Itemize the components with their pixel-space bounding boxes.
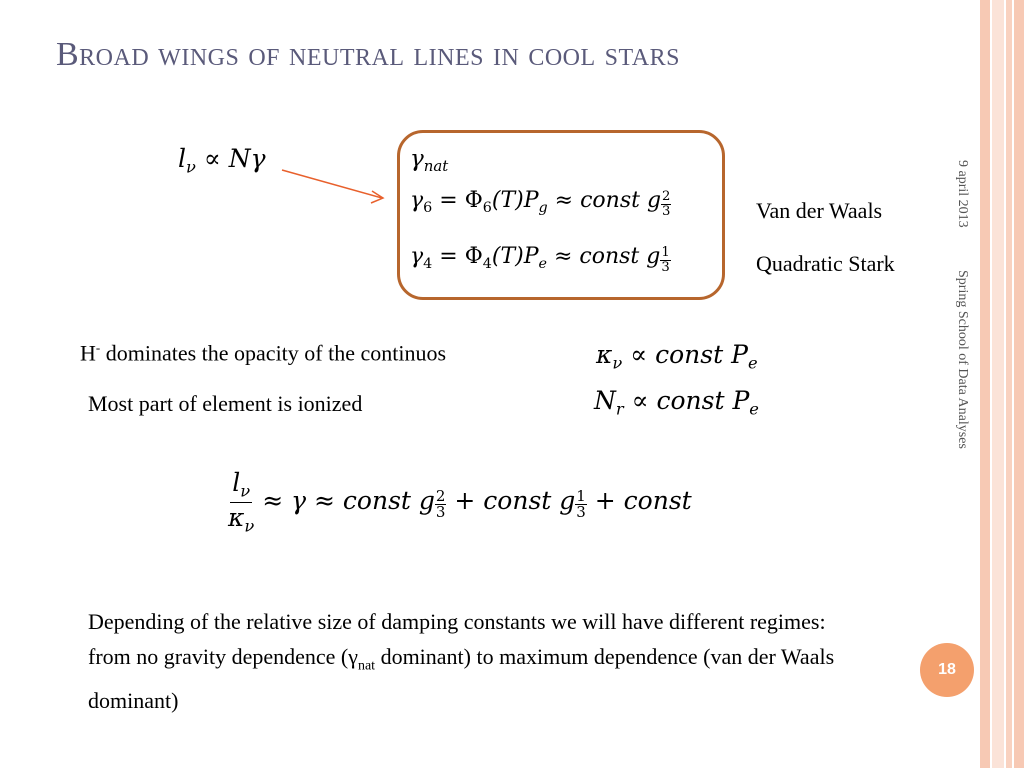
math-symbol: N [594,386,616,415]
math-subscript: e [538,256,547,272]
math-subscript: nat [423,157,449,176]
text-part: dominant) to maximum dependence (van der Waals dominant) [88,644,835,714]
subscript: nat [357,658,376,674]
math-symbol: γ [410,146,424,172]
math-symbol: Φ [464,244,483,269]
math-expression: const P [655,340,748,369]
side-event: Spring School of Data Analyses [955,270,970,449]
equation-gamma-6: $\gamma_6 = \Phi_6(T)P_g$ ≈ const g $\frac{2}{3}$ [410,188,671,219]
math-symbol: l [232,468,241,497]
fraction-numerator: 2 [435,486,446,505]
math-subscript: 6 [482,200,492,216]
math-subscript: ν [244,516,255,536]
math-expression: + const [594,485,692,515]
fraction-denominator [228,503,254,535]
fraction-numerator [230,470,252,503]
fraction-numerator: 1 [576,486,586,505]
equation-final [228,470,692,535]
stripe [1006,0,1012,768]
fraction-lnu-kappa [228,470,254,535]
math-subscript: e [749,399,759,419]
stripe [1014,0,1024,768]
stripe [992,0,1004,768]
math-subscript: ν [240,481,251,501]
math-operator: ∝ [631,386,649,415]
math-subscript: ν [612,353,623,373]
math-expression: ≈ const g [554,188,662,213]
stripe [980,0,990,768]
label-van-der-waals: Van der Waals [756,198,883,223]
math-symbol: κ [596,340,613,369]
equation-gamma-4: $\gamma_4 = \Phi_4(T)P_e$ ≈ const g $\frac{1}{3}$ [410,244,670,275]
fraction-denominator: 3 [576,503,586,522]
equation-kappa [596,340,758,373]
exponent-fraction [435,486,447,522]
math-subscript: 4 [482,256,492,272]
math-subscript: 4 [423,256,433,272]
math-symbol: γ [410,188,424,213]
fraction-numerator: 1 [661,244,670,260]
text-hminus-opacity [80,340,446,366]
fraction-denominator: 3 [662,203,671,219]
exponent-fraction [575,486,587,522]
math-symbol: Φ [464,188,483,213]
equation-line-strength [178,144,266,177]
slide-number-badge: 18 [920,643,974,697]
math-symbol: l [178,144,186,173]
math-subscript: g [538,200,548,216]
math-subscript: 6 [423,200,433,216]
math-subscript: ν [186,157,196,177]
arrow-icon [270,165,400,210]
fraction-denominator: 3 [661,259,670,275]
fraction-numerator: 2 [662,188,671,204]
side-date: 9 april 2013 [955,160,970,228]
text-paragraph [88,604,848,718]
equation-gamma-nat [410,146,448,175]
math-expression: + const g [454,485,576,515]
text-part: dominates the opacity of the continuos [100,340,447,366]
exponent-fraction [661,190,671,219]
math-symbol: κ [228,502,245,532]
math-symbol: (T)P [491,244,539,269]
slide-title: Broad wings of neutral lines in cool stars [56,36,680,73]
label-quadratic-stark: Quadratic Stark [756,251,895,276]
math-expression: ≈ γ ≈ const g [262,485,435,515]
math-symbol: Nγ [228,144,266,173]
fraction-denominator: 3 [435,503,446,522]
math-operator: ∝ [630,340,648,369]
math-expression: ≈ const g [553,244,661,269]
math-expression: const P [656,386,750,415]
math-symbol: (T)P [491,188,539,213]
math-symbol: γ [410,244,424,269]
equation-Nr [594,386,759,419]
exponent-fraction [660,246,670,275]
math-operator: ∝ [203,144,221,173]
decorative-stripes [980,0,1024,768]
text-ionized: Most part of element is ionized [88,391,363,416]
superscript: - [95,340,101,355]
text-part: Depending of the relative size of damping constants we will have different regimes: from no gravity dependence (γ [88,609,826,669]
text-part: H [80,340,96,366]
math-subscript: e [747,353,758,373]
math-subscript: r [615,399,624,419]
